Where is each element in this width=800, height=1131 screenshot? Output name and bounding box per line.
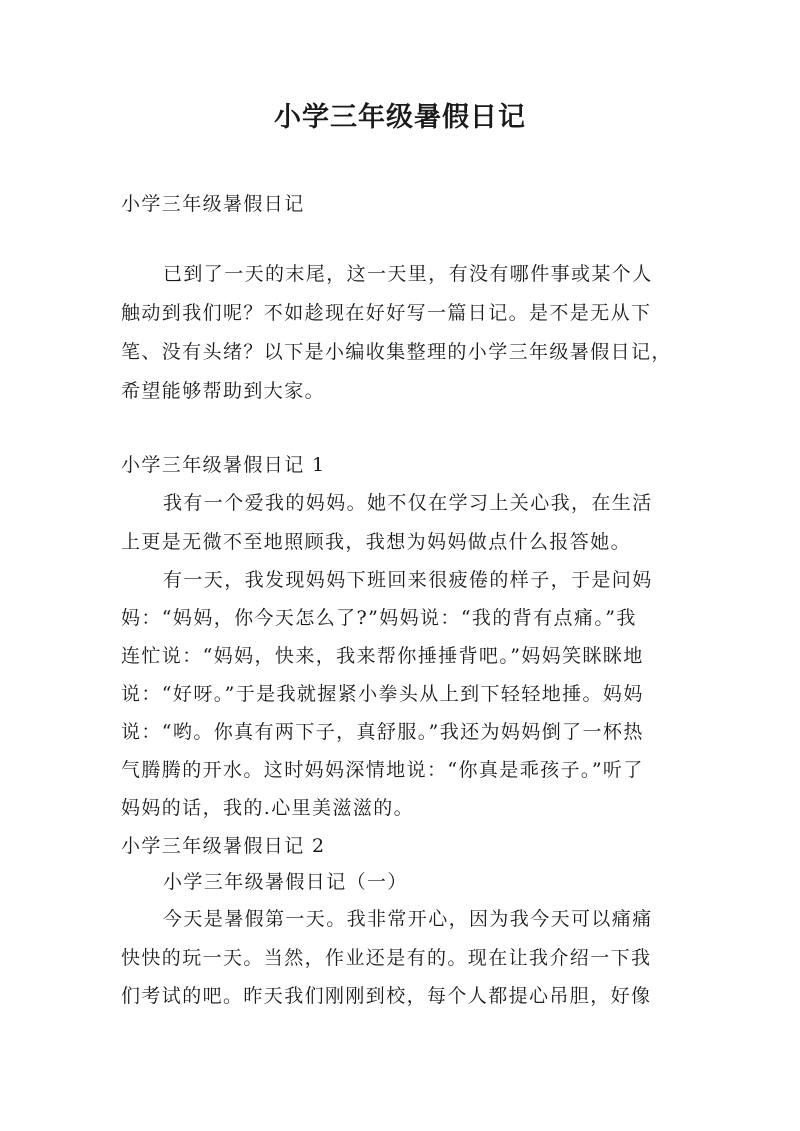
- paragraph-line: 我有一个爱我的妈妈。她不仅在学习上关心我，在生活: [163, 492, 653, 514]
- paragraph-line: 气腾腾的开水。这时妈妈深情地说：“你真是乖孩子。”听了: [121, 759, 644, 781]
- paragraph-line: 快快的玩一天。当然，作业还是有的。现在让我介绍一下我: [121, 947, 652, 969]
- paragraph-line: 今天是暑假第一天。我非常开心，因为我今天可以痛痛: [163, 908, 653, 930]
- section-heading-2: 小学三年级暑假日记 2: [121, 835, 326, 857]
- paragraph-line: 妈：“妈妈，你今天怎么了?”妈妈说：“我的背有点痛。”我: [121, 607, 637, 629]
- intro-paragraph-line: 笔、没有头绪？以下是小编收集整理的小学三年级暑假日记，: [121, 341, 672, 363]
- subheading: 小学三年级暑假日记（一）: [163, 871, 408, 893]
- paragraph-line: 说：“哟。你真有两下子，真舒服。”我还为妈妈倒了一杯热: [121, 721, 644, 743]
- paragraph-line: 有一天，我发现妈妈下班回来很疲倦的样子，于是问妈: [163, 569, 653, 591]
- intro-paragraph-line: 已到了一天的末尾，这一天里，有没有哪件事或某个人: [163, 263, 653, 285]
- document-title: 小学三年级暑假日记: [274, 102, 526, 133]
- paragraph-line: 上更是无微不至地照顾我，我想为妈妈做点什么报答她。: [121, 531, 632, 553]
- paragraph-line: 妈妈的话，我的.心里美滋滋的。: [121, 797, 415, 819]
- intro-paragraph-line: 希望能够帮助到大家。: [121, 380, 326, 402]
- paragraph-line: 们考试的吧。昨天我们刚刚到校，每个人都提心吊胆，好像: [121, 985, 652, 1007]
- section-heading-1: 小学三年级暑假日记 1: [121, 454, 326, 476]
- intro-paragraph-line: 触动到我们呢？不如趁现在好好写一篇日记。是不是无从下: [121, 302, 652, 324]
- intro-heading: 小学三年级暑假日记: [121, 193, 305, 215]
- paragraph-line: 连忙说：“妈妈，快来，我来帮你捶捶背吧。”妈妈笑眯眯地: [121, 645, 644, 667]
- paragraph-line: 说：“好呀。”于是我就握紧小拳头从上到下轻轻地捶。妈妈: [121, 683, 644, 705]
